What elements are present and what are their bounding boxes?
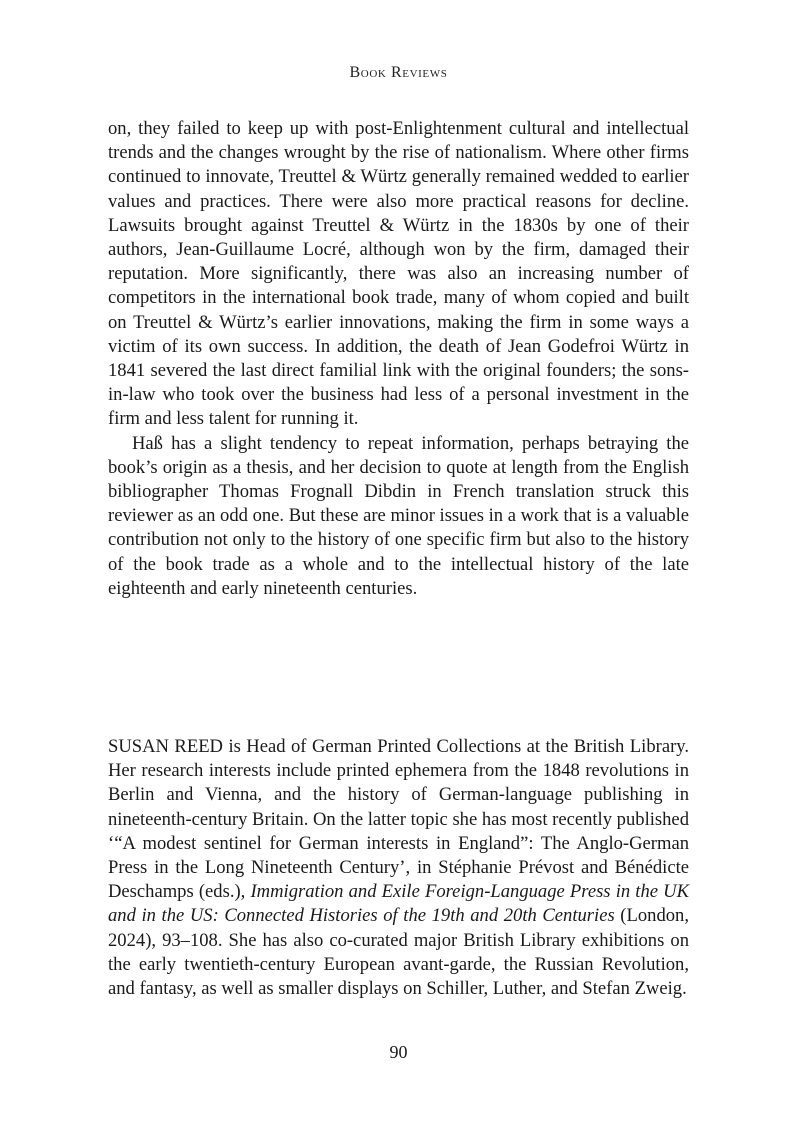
running-head: Book Reviews xyxy=(349,64,448,81)
bio-text-part1: SUSAN REED is Head of German Printed Collections at the British Library. Her research interests include printed ephemera from the 1848 revolutions in Berlin and Vienna, and the history of German-language publishing in nineteenth-century Britain. On the latter topic she has most recently published ‘“A modest sentinel for German interests in England”: The Anglo-German Press in the Long Nineteenth Century’, in Stéphanie Prévost and Bénédicte Deschamps (eds.), xyxy=(108,736,689,903)
paragraph-conclusion: Haß has a slight tendency to repeat information, perhaps betraying the book’s origin as a thesis, and her decision to quote at length from the English bibliographer Thomas Frognall Dibdin in French translation struck this reviewer as an odd one. But these are minor issues in a work that is a valuable contribution not only to the history of one specific firm but also to the history of the book trade as a whole and to the intellectual history of the late eighteenth and early nineteenth centuries. xyxy=(108,432,689,599)
reviewer-bio xyxy=(108,735,689,1001)
paragraph-continuation: on, they failed to keep up with post-Enlightenment cultural and intellectual trends and the changes wrought by the rise of nationalism. Where other firms continued to innovate, Treuttel & Würtz generally remained wedded to earlier values and practices. There were also more practical reasons for decline. Lawsuits brought against Treuttel & Würtz in the 1830s by one of their authors, Jean-Guillaume Locré, although won by the firm, damaged their reputation. More significantly, there was also an increasing number of competitors in the international book trade, many of whom copied and built on Treuttel & Würtz’s earlier innovations, making the firm in some ways a victim of its own success. In addition, the death of Jean Godefroi Würtz in 1841 severed the last direct familial link with the original founders; the sons-in-law who took over the business had less of a personal investment in the firm and less talent for running it. xyxy=(108,118,689,430)
page xyxy=(108,0,689,1131)
bio-text-part2: (London, 2024), 93–108. She has also co-curated major British Library exhibitions on the early twentieth-century European avant-garde, the Russian Revolution, and fantasy, as well as smaller displays on Schiller, Luther, and Stefan Zweig. xyxy=(108,905,689,1000)
bio-book-title: Immigration and Exile Foreign-Language Press in the UK and in the US: Connected Histories of the 19th and 20th Centuries xyxy=(108,881,689,927)
review-body xyxy=(108,117,689,601)
page-number: 90 xyxy=(389,1042,408,1062)
